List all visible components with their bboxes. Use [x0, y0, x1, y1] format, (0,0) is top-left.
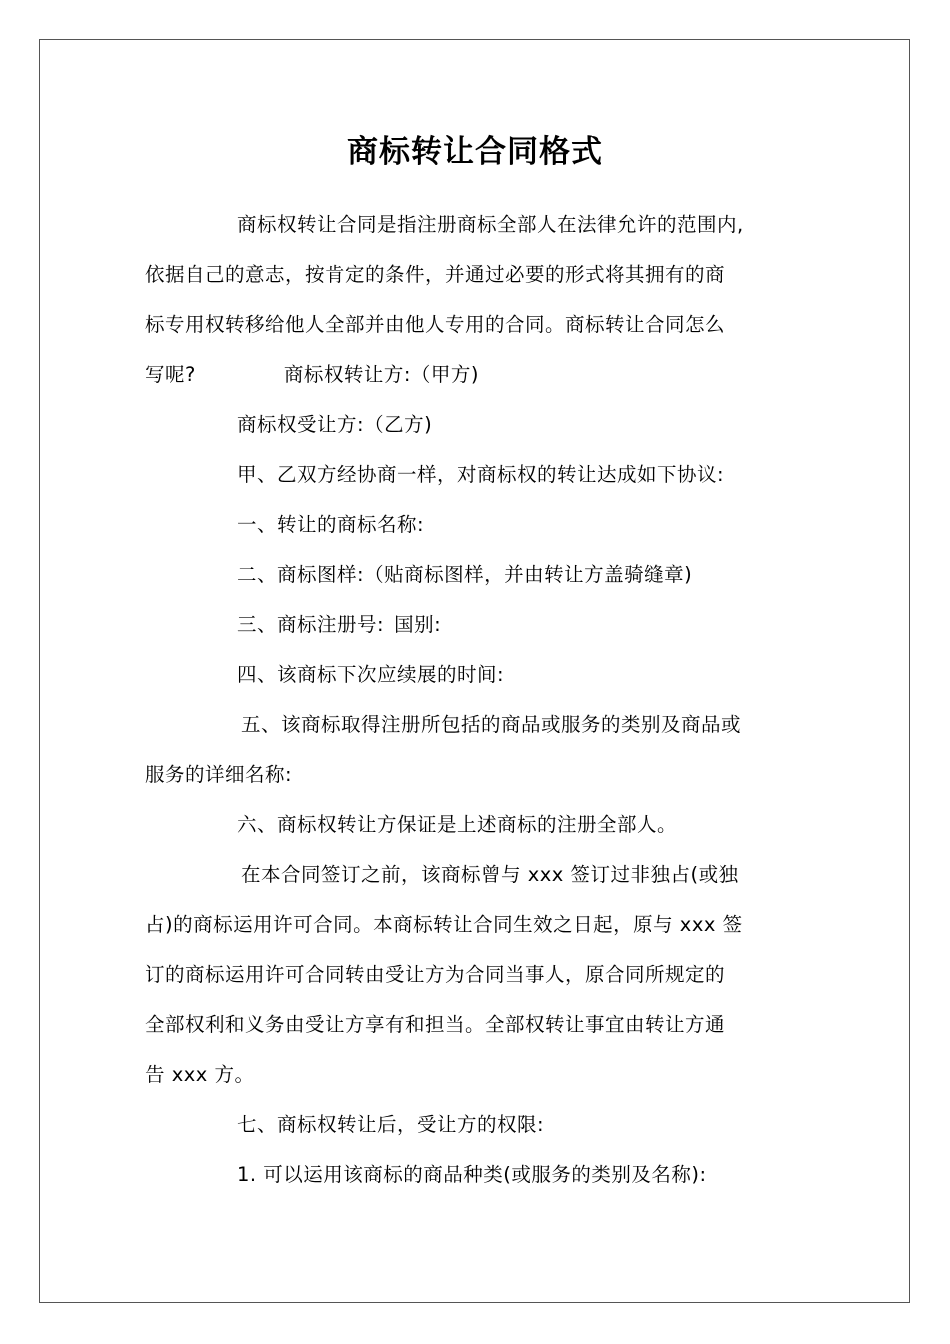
agreement-text: 甲、乙双方经协商一样，对商标权的转让达成如下协议: — [237, 463, 725, 486]
assignee-label: 商标权受让方:（乙方) — [237, 413, 433, 436]
clause-7-1: 1. 可以运用该商标的商品种类(或服务的类别及名称): — [237, 1163, 707, 1186]
clauses — [145, 400, 845, 1200]
clause-4: 四、该商标下次应续展的时间: — [237, 663, 505, 686]
intro-paragraph — [145, 200, 845, 400]
license-line: 订的商标运用许可合同转由受让方为合同当事人，原合同所规定的 — [145, 963, 726, 986]
license-line: 告 xxx 方。 — [145, 1063, 255, 1086]
clause-2: 二、商标图样:（贴商标图样，并由转让方盖骑缝章) — [237, 563, 693, 586]
intro-line: 依据自己的意志，按肯定的条件，并通过必要的形式将其拥有的商 — [145, 263, 726, 286]
license-line: 占)的商标运用许可合同。本商标转让合同生效之日起，原与 xxx 签 — [145, 913, 743, 936]
clause-7: 七、商标权转让后，受让方的权限: — [237, 1113, 545, 1136]
clause-3 — [145, 600, 845, 650]
intro-line: 标专用权转移给他人全部并由他人专用的合同。商标转让合同怎么 — [145, 313, 726, 336]
country-label: 国别: — [394, 613, 442, 636]
document-title: 商标转让合同格式 — [347, 134, 603, 170]
license-line: 在本合同签订之前，该商标曾与 xxx 签订过非独占(或独 — [241, 863, 739, 886]
license-line: 全部权利和义务由受让方享有和担当。全部权转让事宜由转让方通 — [145, 1013, 726, 1036]
clause-5-line: 五、该商标取得注册所包括的商品或服务的类别及商品或 — [241, 713, 742, 736]
clause-6: 六、商标权转让方保证是上述商标的注册全部人。 — [237, 813, 678, 836]
intro-line: 商标权转让合同是指注册商标全部人在法律允许的范围内, — [237, 213, 744, 236]
clause-1: 一、转让的商标名称: — [237, 513, 425, 536]
assignor-label: 商标权转让方:（甲方) — [283, 363, 480, 386]
clause-5-line: 服务的详细名称: — [145, 763, 293, 786]
intro-line — [145, 350, 845, 400]
registration-number-label: 三、商标注册号: — [237, 613, 385, 636]
intro-question: 写呢? — [145, 363, 196, 386]
